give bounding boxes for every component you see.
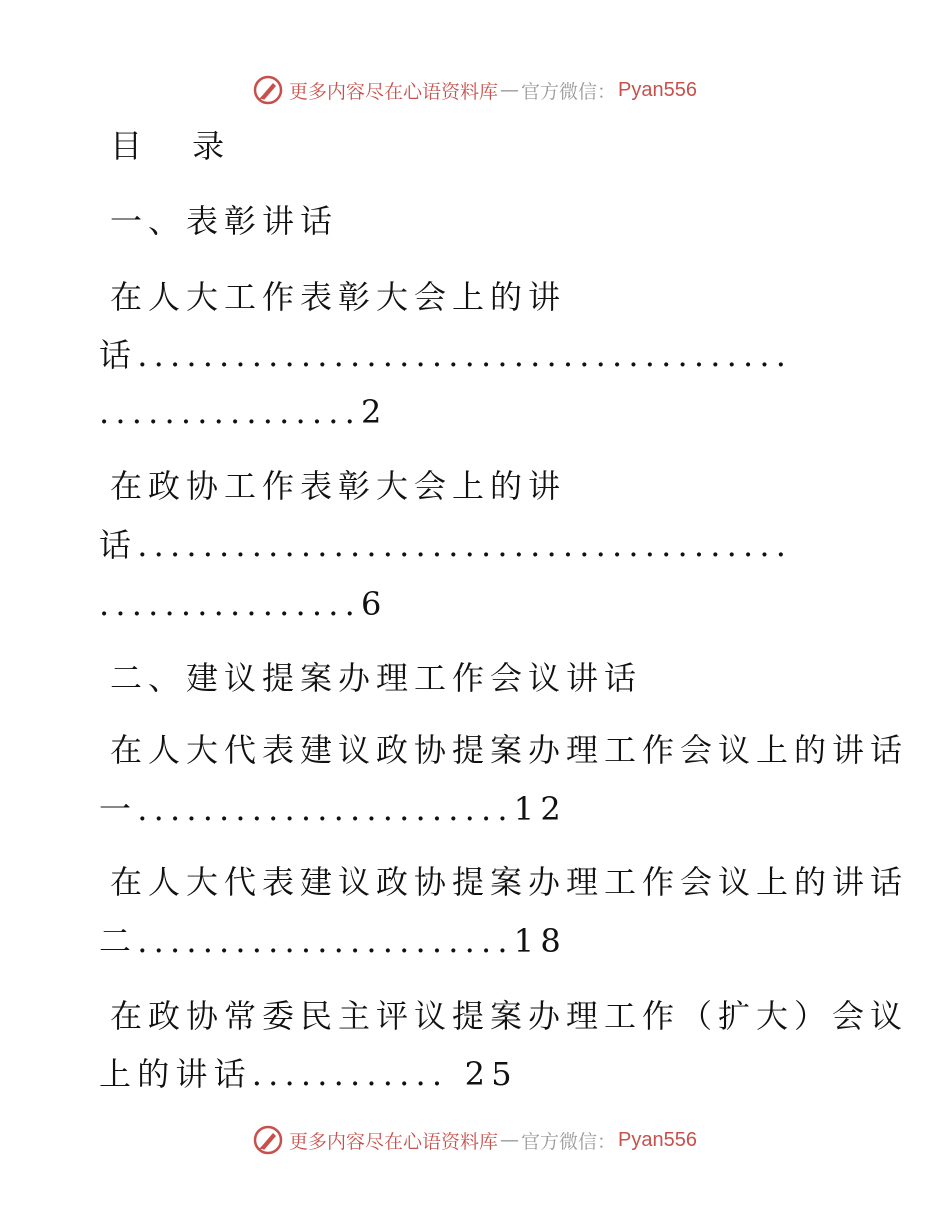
toc-entry-leader[interactable]: 话........................................ [99, 526, 793, 564]
toc-entry-line[interactable]: 在人大代表建议政协提案办理工作会议上的讲话 [110, 863, 909, 901]
toc-entry-line[interactable]: 在人大代表建议政协提案办理工作会议上的讲话 [110, 731, 909, 769]
toc-entry-leader[interactable]: 话........................................ [99, 336, 793, 374]
watermark-dash: — [500, 1129, 520, 1151]
footer-watermark [0, 1120, 950, 1160]
pen-logo-icon [253, 1125, 283, 1155]
watermark-wechat-id: Pyan556 [618, 78, 697, 101]
toc-entry-line[interactable]: 在政协工作表彰大会上的讲 [110, 467, 567, 505]
watermark-official-label: 官方微信： [521, 80, 617, 103]
header-watermark [0, 70, 950, 110]
pen-logo-icon [253, 75, 283, 105]
toc-entry-page[interactable]: 上的讲话............ 25 [99, 1055, 518, 1093]
section-heading-2: 二、建议提案办理工作会议讲话 [110, 659, 643, 697]
watermark-text: 更多内容尽在心语资料库 [289, 80, 499, 103]
toc-entry-page[interactable]: 二.......................18 [99, 922, 567, 960]
watermark-official-label: 官方微信： [521, 1130, 617, 1153]
toc-entry-page[interactable]: 一.......................12 [99, 790, 567, 828]
toc-entry-line[interactable]: 在政协常委民主评议提案办理工作（扩大）会议 [110, 997, 909, 1035]
watermark-wechat-id: Pyan556 [618, 1128, 697, 1151]
toc-entry-page[interactable]: ................2 [99, 393, 388, 431]
toc-entry-line[interactable]: 在人大工作表彰大会上的讲 [110, 278, 567, 316]
watermark-dash: — [500, 79, 520, 101]
watermark-text: 更多内容尽在心语资料库 [289, 1130, 499, 1153]
toc-title: 目 录 [110, 127, 245, 165]
toc-entry-page[interactable]: ................6 [99, 585, 388, 623]
section-heading-1: 一、表彰讲话 [110, 202, 339, 240]
